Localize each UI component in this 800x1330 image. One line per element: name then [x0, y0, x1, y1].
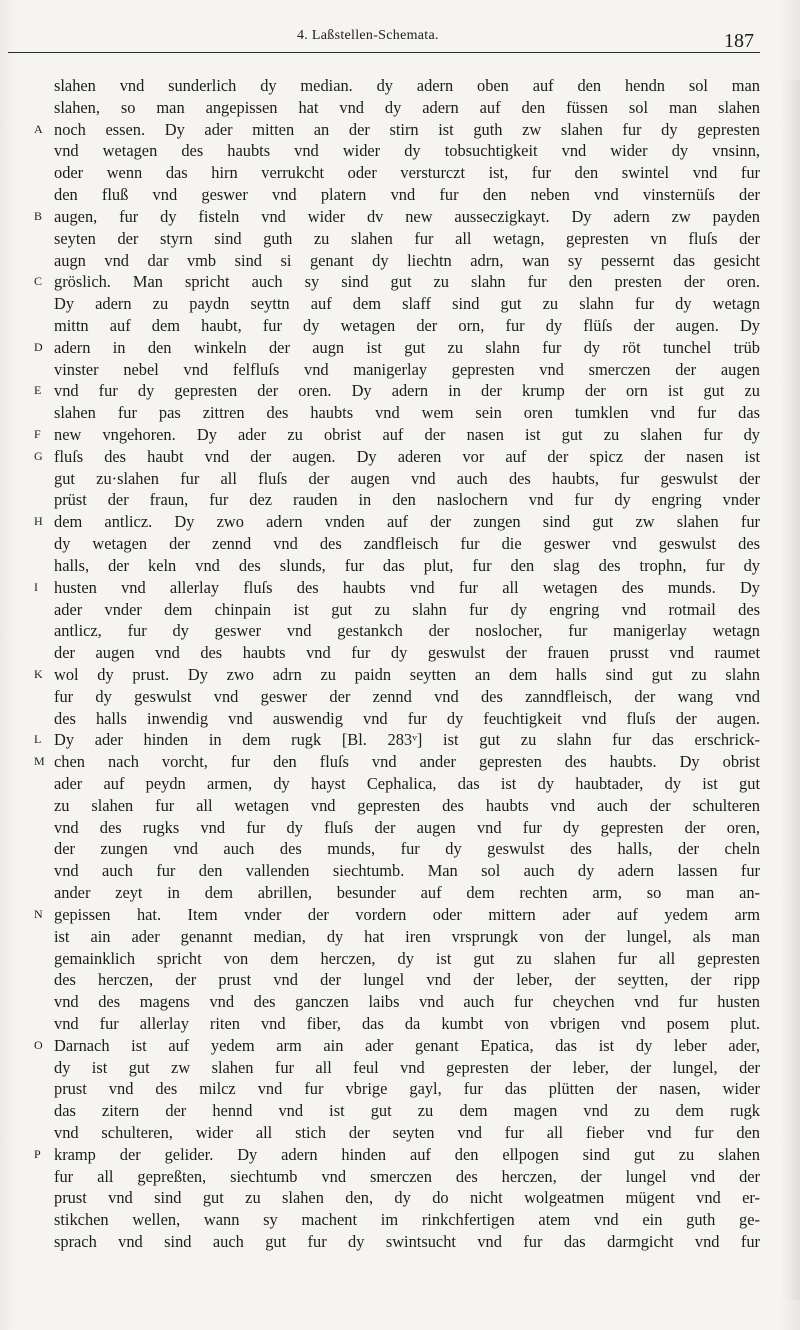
line-text: den fluß vnd geswer vnd platern vnd fur den neben vnd vinsternüſs der — [54, 185, 760, 205]
line-text: gepissen hat. Item vnder der vordern oder mittern ader auf yedem arm — [54, 904, 760, 924]
margin-marker: D — [34, 339, 44, 354]
text-line — [34, 1100, 760, 1122]
line-text: augn vnd dar vmb sind si genant dy liechtn adrn, wan sy pessernt das gesicht — [54, 250, 760, 270]
line-text: mittn auf dem haubt, fur dy wetagen der orn, fur dy flüſs der augen. Dy — [54, 315, 760, 335]
text-line — [34, 1078, 760, 1100]
running-head: 4. Laßstellen-Schemata. — [297, 28, 439, 43]
text-line — [34, 424, 760, 446]
body-text — [34, 75, 760, 1253]
line-text: seyten der styrn sind guth zu slahen fur all wetagn, gepresten vn fluſs der — [54, 228, 760, 248]
page-edge-shadow — [782, 80, 800, 1300]
line-text: des herczen, der prust vnd der lungel vnd der leber, der seytten, der ripp — [54, 970, 760, 990]
text-line — [34, 402, 760, 424]
text-line — [34, 228, 760, 250]
margin-marker: N — [34, 906, 44, 921]
line-text: das zitern der hennd vnd ist gut zu dem magen vnd zu dem rugk — [54, 1101, 760, 1121]
text-line — [34, 599, 760, 621]
text-line — [34, 162, 760, 184]
margin-marker: G — [34, 448, 44, 463]
line-text: vnd wetagen des haubts vnd wider dy tobsuchtigkeit vnd wider dy vnsinn, — [54, 141, 760, 161]
text-line — [34, 1035, 760, 1057]
text-line — [34, 642, 760, 664]
text-line — [34, 577, 760, 599]
text-line — [34, 250, 760, 272]
text-line — [34, 1187, 760, 1209]
line-text: Dy ader hinden in dem rugk [Bl. 283ᵛ] ist gut zu slahn fur das erschrick- — [54, 730, 760, 750]
text-line — [34, 751, 760, 773]
line-text: vnd auch fur den vallenden siechtumb. Man sol auch dy adern lassen fur — [54, 861, 760, 881]
text-line — [34, 729, 760, 751]
line-text: ader auf peydn armen, dy hayst Cephalica, das ist dy haubtader, dy ist gut — [54, 774, 760, 793]
text-line — [34, 773, 760, 795]
text-line — [34, 708, 760, 730]
text-line — [34, 293, 760, 315]
line-text: kramp der gelider. Dy adern hinden auf den ellpogen sind gut zu slahen — [54, 1144, 760, 1164]
margin-marker: B — [34, 208, 43, 223]
line-text: vnd des magens vnd des ganczen laibs vnd auch fur cheychen vnd fur husten — [54, 992, 760, 1012]
text-line — [34, 119, 760, 141]
text-line — [34, 795, 760, 817]
line-text: prust vnd des milcz vnd fur vbrige gayl, fur das plütten der nasen, wider — [54, 1079, 760, 1099]
line-text: fur dy geswulst vnd geswer der zennd vnd des zanndfleisch, der wang vnd — [54, 686, 760, 706]
margin-marker: A — [34, 121, 44, 136]
text-line — [34, 817, 760, 839]
text-line — [34, 1057, 760, 1079]
text-line — [34, 904, 760, 926]
line-text: gut zu·slahen fur all fluſs der augen vnd auch des haubts, fur geswulst der — [54, 468, 760, 488]
text-line — [34, 969, 760, 991]
line-text: vinster nebel vnd felfluſs vnd manigerlay gepresten vnd smerczen der augen — [54, 359, 760, 379]
line-text: prust vnd sind gut zu slahen den, dy do nicht wolgeatmen mügent vnd er- — [54, 1188, 760, 1208]
line-text: fur all gepreßten, siechtumb vnd smerczen des herczen, der lungel vnd der — [54, 1166, 760, 1186]
text-line — [34, 271, 760, 293]
line-text: dem antlicz. Dy zwo adern vnden auf der zungen sind gut zw slahen fur — [54, 512, 760, 532]
text-line — [34, 1013, 760, 1035]
line-text: slahen vnd sunderlich dy median. dy adern oben auf den hendn sol man — [54, 76, 760, 95]
text-line — [34, 1231, 760, 1253]
text-line — [34, 1209, 760, 1231]
line-text: gemainklich spricht von dem herczen, dy ist gut zu slahen fur all gepresten — [54, 948, 760, 968]
line-text: fluſs des haubt vnd der augen. Dy aderen vor auf der spicz der nasen ist — [54, 446, 760, 466]
margin-marker: L — [34, 732, 42, 747]
text-line — [34, 686, 760, 708]
line-text: new vngehoren. Dy ader zu obrist auf der nasen ist gut zu slahen fur dy — [54, 425, 760, 444]
text-line — [34, 948, 760, 970]
line-text: ist ain ader genannt median, dy hat iren vrsprungk von der lungel, als man — [54, 926, 760, 946]
text-line — [34, 140, 760, 162]
text-line — [34, 533, 760, 555]
text-line — [34, 97, 760, 119]
line-text: der zungen vnd auch des munds, fur dy geswulst des halls, der cheln — [54, 839, 760, 859]
text-line — [34, 664, 760, 686]
text-line — [34, 489, 760, 511]
text-line — [34, 315, 760, 337]
line-text: augen, fur dy fisteln vnd wider dv new ausseczigkayt. Dy adern zw payden — [54, 206, 760, 226]
text-line — [34, 1166, 760, 1188]
line-text: Dy adern zu paydn seyttn auf dem slaff sind gut zu slahn fur dy wetagn — [54, 294, 760, 314]
text-line — [34, 882, 760, 904]
line-text: slahen fur pas zittren des haubts vnd wem sein oren tumklen vnd fur das — [54, 403, 760, 423]
margin-marker: K — [34, 666, 44, 681]
text-line — [34, 1144, 760, 1166]
margin-marker: E — [34, 383, 42, 398]
page-number: 187 — [724, 30, 754, 52]
line-text: chen nach vorcht, fur den fluſs vnd ander gepresten des haubts. Dy obrist — [54, 752, 760, 772]
margin-marker: O — [34, 1037, 44, 1052]
line-text: prüst der fraun, fur dez rauden in den naslochern vnd fur dy engring vnder — [54, 490, 760, 510]
text-line — [34, 1122, 760, 1144]
line-text: husten vnd allerlay fluſs des haubts vnd fur all wetagen des munds. Dy — [54, 577, 760, 597]
text-line — [34, 380, 760, 402]
text-line — [34, 926, 760, 948]
line-text: dy wetagen der zennd vnd des zandfleisch fur die geswer vnd geswulst des — [54, 534, 760, 554]
text-line — [34, 511, 760, 533]
line-text: sprach vnd sind auch gut fur dy swintsucht vnd fur das darmgicht vnd fur — [54, 1232, 760, 1252]
line-text: slahen, so man angepissen hat vnd dy adern auf den füssen sol man slahen — [54, 97, 760, 117]
margin-marker: M — [34, 754, 46, 769]
line-text: adern in den winkeln der augn ist gut zu slahn fur dy röt tunchel trüb — [54, 337, 760, 357]
text-line — [34, 555, 760, 577]
text-line — [34, 838, 760, 860]
text-line — [34, 359, 760, 381]
line-text: vnd schulteren, wider all stich der seyten vnd fur all fieber vnd fur den — [54, 1123, 760, 1142]
line-text: noch essen. Dy ader mitten an der stirn ist guth zw slahen fur dy gepresten — [54, 119, 760, 139]
line-text: Darnach ist auf yedem arm ain ader genant Epatica, das ist dy leber ader, — [54, 1035, 760, 1055]
line-text: zu slahen fur all wetagen vnd gepresten des haubts vnd auch der schulteren — [54, 795, 760, 815]
text-line — [34, 991, 760, 1013]
text-line — [34, 75, 760, 97]
text-line — [34, 468, 760, 490]
margin-marker: P — [34, 1146, 42, 1161]
line-text: der augen vnd des haubts vnd fur dy geswulst der frauen prusst vnd raumet — [54, 643, 760, 663]
margin-marker: C — [34, 274, 43, 289]
line-text: ander zeyt in dem abrillen, besunder auf dem rechten arm, so man an- — [54, 883, 760, 903]
line-text: des halls inwendig vnd auswendig vnd fur dy feuchtigkeit vnd fluſs der augen. — [54, 708, 760, 728]
text-line — [34, 337, 760, 359]
text-line — [34, 446, 760, 468]
line-text: ader vnder dem chinpain ist gut zu slahn fur dy engring vnd rotmail des — [54, 599, 760, 619]
text-line — [34, 620, 760, 642]
text-line — [34, 860, 760, 882]
line-text: dy ist gut zw slahen fur all feul vnd gepresten der leber, der lungel, der — [54, 1057, 760, 1077]
line-text: wol dy prust. Dy zwo adrn zu paidn seytten an dem halls sind gut zu slahn — [54, 664, 760, 684]
line-text: antlicz, fur dy geswer vnd gestankch der noslocher, fur manigerlay wetagn — [54, 621, 760, 641]
line-text: oder wenn das hirn verrukcht oder versturczt ist, fur den swintel vnd fur — [54, 163, 760, 183]
line-text: halls, der keln vnd des slunds, fur das plut, fur den slag des trophn, fur dy — [54, 555, 760, 575]
line-text: vnd des rugks vnd fur dy fluſs der augen vnd fur dy gepresten der oren, — [54, 817, 760, 837]
page-header — [8, 26, 760, 53]
line-text: gröslich. Man spricht auch sy sind gut zu slahn fur den presten der oren. — [54, 272, 760, 292]
text-line — [34, 184, 760, 206]
text-line — [34, 206, 760, 228]
margin-marker: F — [34, 427, 42, 441]
line-text: vnd fur dy gepresten der oren. Dy adern in der krump der orn ist gut zu — [54, 381, 760, 401]
margin-marker: H — [34, 514, 44, 529]
margin-marker: I — [34, 579, 39, 594]
line-text: stikchen wellen, wann sy machent im rinkchfertigen atem vnd ein guth ge- — [54, 1210, 760, 1230]
line-text: vnd fur allerlay riten vnd fiber, das da kumbt von vbrigen vnd posem plut. — [54, 1013, 760, 1033]
